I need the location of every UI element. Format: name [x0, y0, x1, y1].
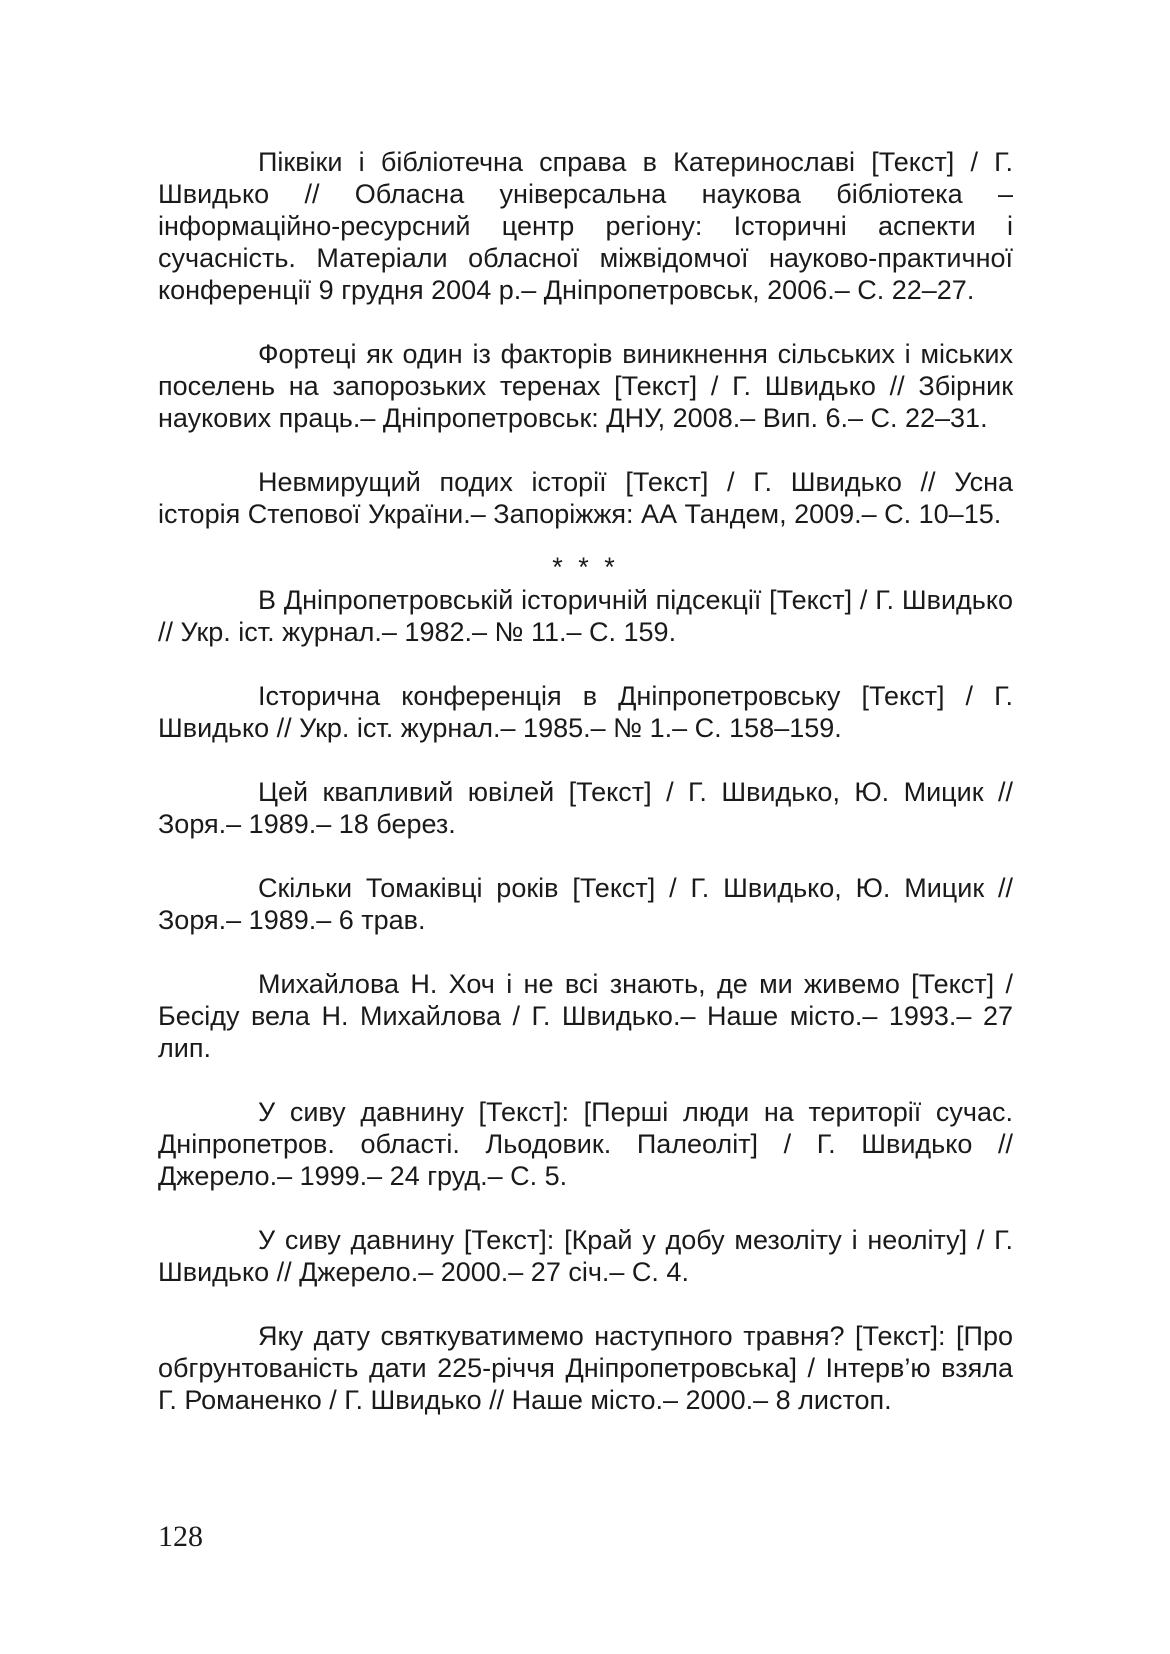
bibliography-entry: Iсторична конференцiя в Днiпропетровську [Текст] / Г. Швидько // Укр. iст. журнал.– 1985.– № 1.– С. 158–159. [158, 681, 1013, 743]
bibliography-entry: У сиву давнину [Текст]: [Край у добу мезолiту i неолiту] / Г. Швидько // Джерело.– 2000.– 27 сiч.– С. 4. [158, 1225, 1013, 1287]
bibliography-entry: Цей квапливий ювiлей [Текст] / Г. Швидько, Ю. Мицик // Зоря.– 1989.– 18 берез. [158, 777, 1013, 839]
bibliography-entry: Фортецi як один iз факторiв виникнення сiльських i мiських поселень на запорозьких теренах [Текст] / Г. Швидько // Збiрник наукових праць.– Днiпропетровськ: ДНУ, 2008.– Вип. 6.– С. 22–31. [158, 339, 1013, 433]
page-number: 128 [158, 1520, 203, 1553]
bibliography-entry: Пiквiки i бiблiотечна справа в Катеринославi [Текст] / Г. Швидько // Обласна унiверсальна наукова бiблiотека – iнформацiйно-ресурсний центр регiону: Iсторичнi аспекти i сучаснiсть. Матерiали обласної мiжвiдомчої науково-практичної конференцiї 9 грудня 2004 р.– Днiпропетровськ, 2006.– С. 22–27. [158, 147, 1013, 305]
bibliography-entry: Яку дату святкуватимемо наступного травня? [Текст]: [Про обгрунтованiсть дати 225-рiччя Днiпропетровська] / Iнтерв’ю взяла Г. Романенко / Г. Швидько // Наше мiсто.– 2000.– 8 листоп. [158, 1321, 1013, 1415]
section-separator: * * * [552, 552, 619, 582]
bibliography-entry: У сиву давнину [Текст]: [Першi люди на територiї сучас. Днiпропетров. областi. Льодовик. Палеолiт] / Г. Швидько // Джерело.– 1999.– 24 груд.– С. 5. [158, 1097, 1014, 1191]
bibliography-entry: Невмирущий подих iсторiї [Текст] / Г. Швидько // Усна iсторiя Степової України.– Запорiжжя: АА Тандем, 2009.– С. 10–15. [158, 467, 1013, 529]
bibliography-entry: В Днiпропетровськiй iсторичнiй пiдсекцiї [Текст] / Г. Швидько // Укр. iст. журнал.– 1982.– № 11.– С. 159. [158, 585, 1013, 647]
bibliography-entry: Михайлова Н. Хоч i не всi знають, де ми живемо [Текст] / Бесiду вела Н. Михайлова / Г. Швидько.– Наше мiсто.– 1993.– 27 лип. [158, 969, 1013, 1063]
page-body [158, 146, 1013, 1448]
bibliography-entry: Скiльки Томакiвцi рокiв [Текст] / Г. Швидько, Ю. Мицик // Зоря.– 1989.– 6 трав. [158, 873, 1013, 935]
